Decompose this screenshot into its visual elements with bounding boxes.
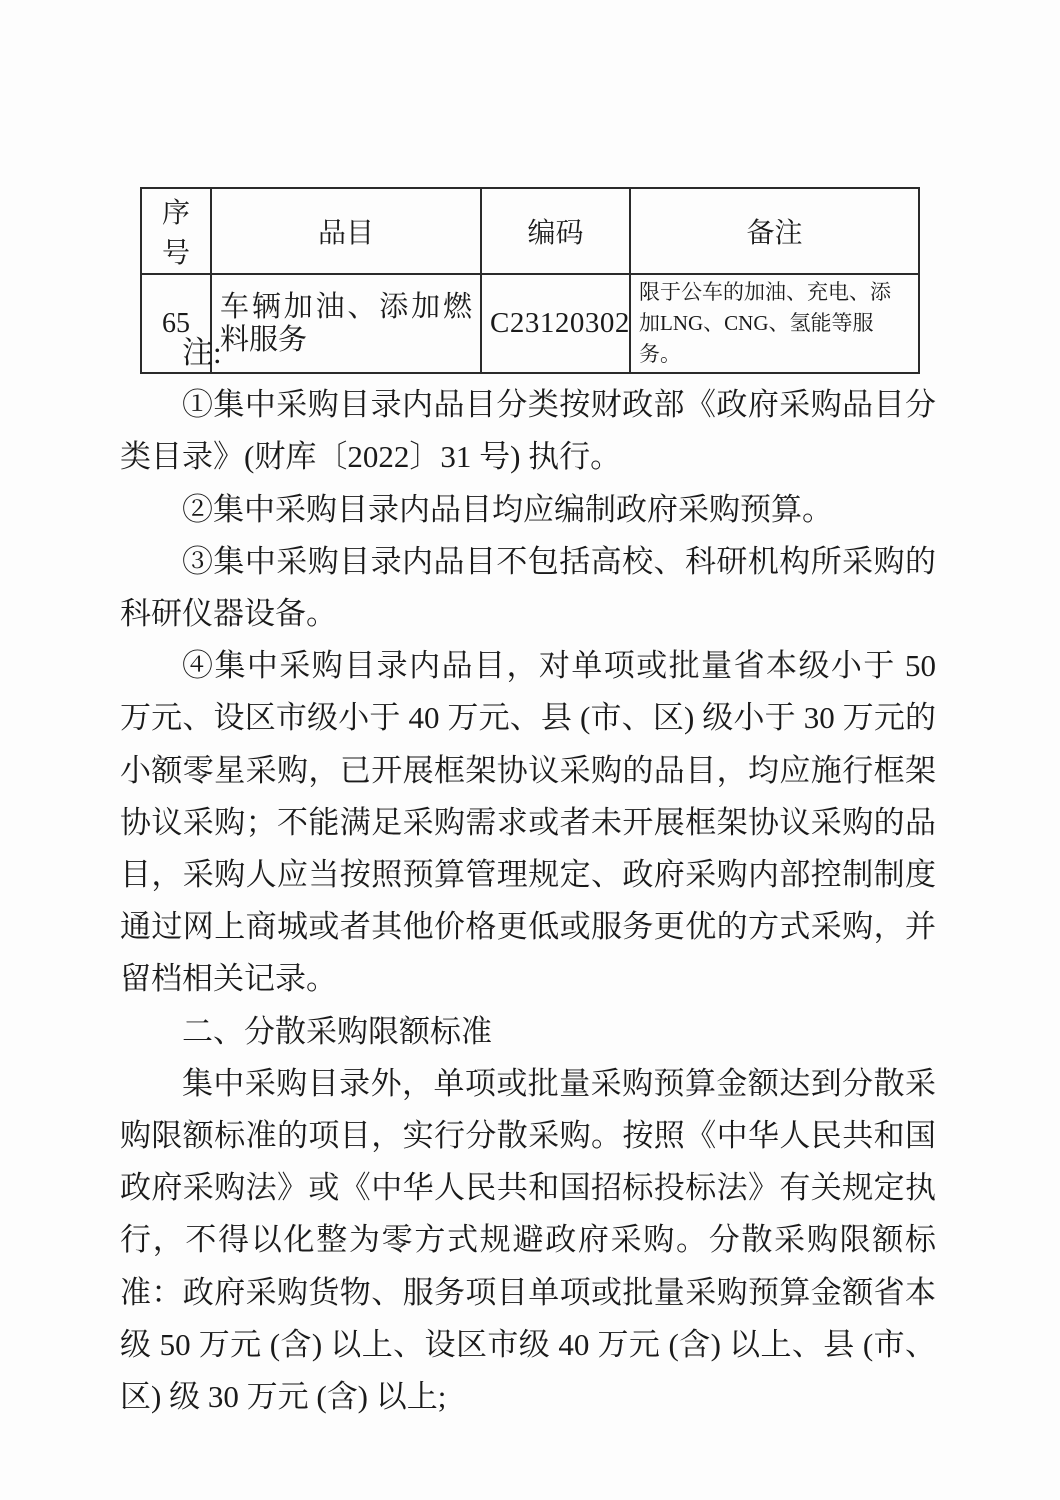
table-header-row <box>141 188 919 274</box>
table-header-cell-item: 品目 <box>211 188 481 274</box>
note-label: 注: <box>182 335 222 370</box>
table-header-cell-remark: 备注 <box>630 188 919 274</box>
cell-item-code: C23120302 <box>481 274 630 373</box>
section-heading: 二、分散采购限额标准 <box>182 1013 492 1049</box>
note-item-2: ②集中采购目录内品目均应编制政府采购预算。 <box>182 491 833 527</box>
table-header-cell-no: 序号 <box>141 188 211 274</box>
cell-item-remark: 限于公车的加油、充电、添加LNG、CNG、氢能等服务。 <box>630 274 919 373</box>
cell-item-name: 车辆加油、添加燃料服务 <box>211 274 481 373</box>
table-header-cell-code: 编码 <box>481 188 630 274</box>
cell-row-number: 65 <box>141 274 211 373</box>
note-item-1: ①集中采购目录内品目分类按财政部《政府采购品目分类目录》(财库〔2022〕31 号) 执行。 <box>120 387 936 475</box>
note-item-4: ④集中采购目录内品目，对单项或批量省本级小于 50 万元、设区市级小于 40 万元、县 (市、区) 级小于 30 万元的小额零星采购，已开展框架协议采购的品目，均应施行框架协议采购；不能满足采购需求或者未开展框架协议采购的品目，采购人应当按照预算管理规定、政府采购内部控制制度通过网上商城或者其他价格更低或服务更优的方式采购，并留档相关记录。 <box>120 648 936 997</box>
note-item-3: ③集中采购目录内品目不包括高校、科研机构所采购的科研仪器设备。 <box>120 543 936 632</box>
document-body <box>120 327 936 1423</box>
section-paragraph: 集中采购目录外，单项或批量采购预算金额达到分散采购限额标准的项目，实行分散采购。按照《中华人民共和国政府采购法》或《中华人民共和国招标投标法》有关规定执行，不得以化整为零方式规避政府采购。分散采购限额标准：政府采购货物、服务项目单项或批量采购预算金额省本级 50 万元 (含) 以上、设区市级 40 万元 (含) 以上、县 (市、区) 级 30 万元 (含) 以上; <box>120 1065 936 1415</box>
